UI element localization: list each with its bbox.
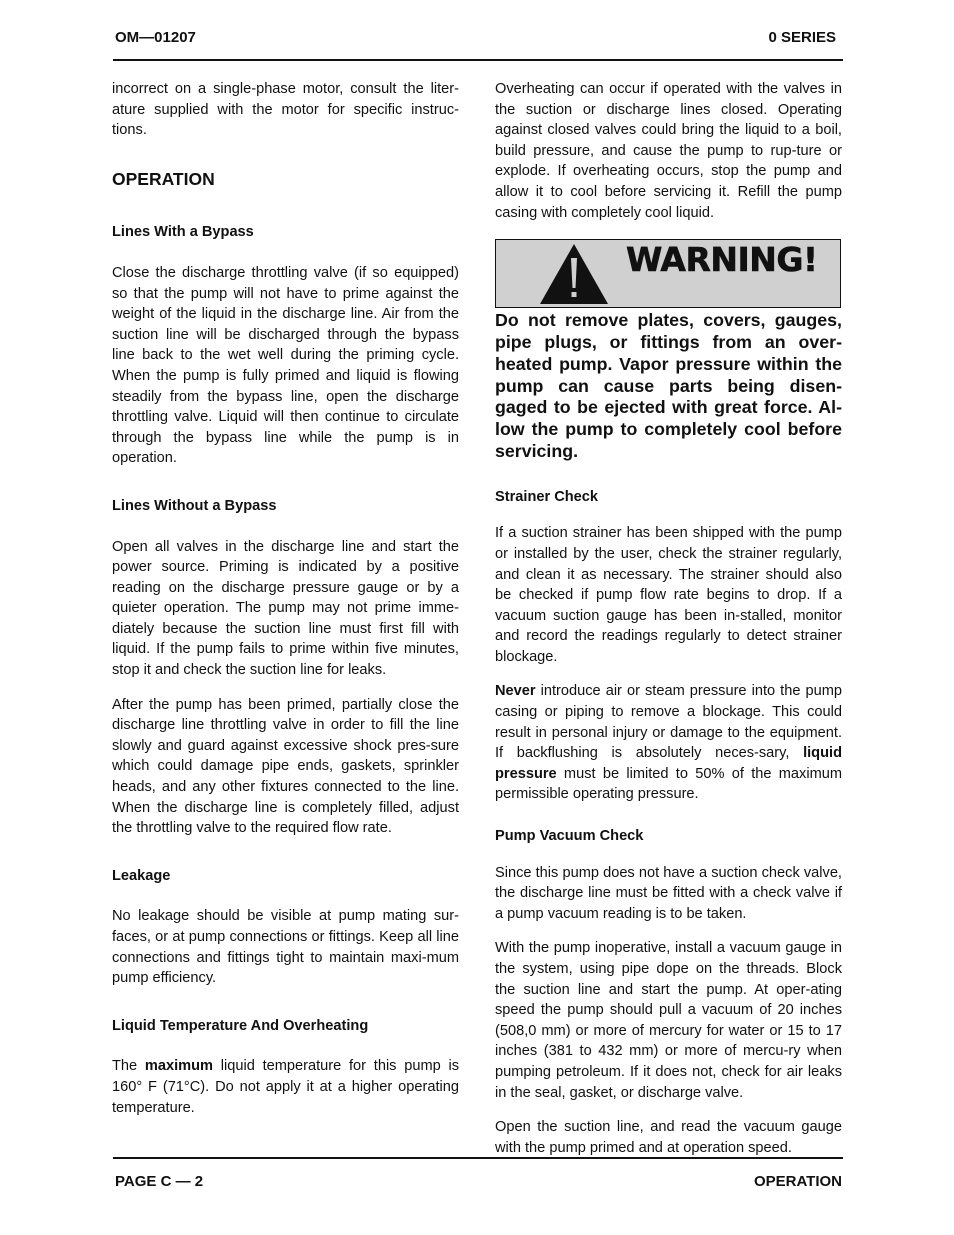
never-text-2: must be limited to 50% of the maximum permissible operating pressure. bbox=[495, 765, 842, 803]
temperature-text-post: liquid temperature for this pump is 160° F (71°C). Do not apply it at a higher operating temperature. bbox=[112, 1058, 460, 1116]
leakage-paragraph: No leakage should be visible at pump mating sur-faces, or at pump connections or fittings. Keep all line connections and fittings tight to maintain maxi-mum pump efficiency. bbox=[112, 908, 459, 987]
left-column bbox=[112, 79, 459, 1118]
vacuum-paragraph-3: Open the suction line, and read the vacuum gauge with the pump primed and at operation speed. bbox=[495, 1119, 842, 1156]
right-column bbox=[495, 79, 842, 1158]
overheat-paragraph: Overheating can occur if operated with the valves in the suction or discharge lines closed. Operating against closed valves could bring the liquid to a boil, build pressure, and cause the pump to rup-ture or explode. If overheating occurs, stop the pump and allow it to cool before servicing it. Refill the pump casing with completely cool liquid. bbox=[495, 81, 842, 221]
vacuum-paragraph-1: Since this pump does not have a suction check valve, the discharge line must be fitted with a check valve if a pump vacuum reading is to be taken. bbox=[495, 864, 842, 922]
temperature-text-pre: The bbox=[112, 1058, 145, 1075]
nobypass-paragraph-2: After the pump has been primed, partially close the discharge line throttling valve in order to fill the line slowly and guard against excessive shock pres-sure which could damage pipe ends, gaskets, sprinkler heads, and any other fixtures connected to the line. When the discharge line is completely filled, adjust the throttling valve to the required flow rate. bbox=[112, 696, 459, 837]
intro-paragraph: incorrect on a single-phase motor, consult the liter-ature supplied with the motor for specific instruc-tions. bbox=[112, 81, 459, 139]
bypass-heading: Lines With a Bypass bbox=[112, 224, 254, 241]
header-rule bbox=[113, 59, 843, 61]
footer-section: OPERATION bbox=[753, 1173, 842, 1190]
bypass-paragraph: Close the discharge throttling valve (if so equipped) so that the pump will not have to prime against the weight of the liquid in the discharge line. Air from the suction line will be discharged through the bypass line back to the wet well during the priming cycle. When the pump is fully primed and liquid is flowing steadily from the bypass line, open the discharge throttling valve. Liquid will then continue to circulate through the bypass line while the pump is in operation. bbox=[112, 264, 459, 467]
strainer-heading: Strainer Check bbox=[495, 488, 599, 505]
leakage-heading: Leakage bbox=[112, 867, 171, 884]
header-doc-number: OM—01207 bbox=[115, 29, 196, 46]
strainer-paragraph: If a suction strainer has been shipped with the pump or installed by the user, check the strainer regularly, and clean it as necessary. The strainer should also be checked if pump flow rate begins to drop. If a vacuum suction gauge has been in-stalled, monitor and record the readings regularly to detect strainer blockage. bbox=[495, 525, 842, 665]
never-text-1: introduce air or steam pressure into the pump casing or piping to remove a blockage. This could result in personal injury or damage to the equipment. If backflushing is absolutely neces-sary, bbox=[495, 683, 842, 762]
warning-banner bbox=[495, 239, 841, 308]
warning-label: WARNING! bbox=[626, 240, 818, 280]
temperature-heading: Liquid Temperature And Overheating bbox=[112, 1017, 369, 1034]
never-paragraph bbox=[495, 681, 842, 805]
footer-rule bbox=[113, 1157, 843, 1159]
operation-heading: OPERATION bbox=[112, 168, 215, 189]
vacuum-paragraph-2: With the pump inoperative, install a vacuum gauge in the system, using pipe dope on the threads. Block the suction line and start the pump. At oper-ating speed the pump should pull a vacuum of 20 inches (508,0 mm) or more of mercury for water or 15 to 17 inches (381 to 432 mm) or more of mercu-ry when pumping petroleum. If it does not, check for air leaks in the seal, gasket, or discharge valve. bbox=[495, 940, 842, 1101]
warning-text: Do not remove plates, covers, gauges, pipe plugs, or fittings from an over-heated pump. Vapor pressure within the pump can cause parts being disen-gaged to be ejected with great force. Al-low the pump to completely cool before servicing. bbox=[495, 310, 842, 461]
vacuum-heading: Pump Vacuum Check bbox=[495, 828, 644, 845]
nobypass-paragraph-1: Open all valves in the discharge line and start the power source. Priming is indicated by a positive reading on the discharge pressure gauge or by a quieter operation. The pump may not prime imme-diately because the suction line must first fill with liquid. If the pump fails to prime within five minutes, stop it and check the suction line for leaks. bbox=[112, 538, 459, 679]
temperature-paragraph bbox=[112, 1056, 459, 1118]
header-series: 0 SERIES bbox=[768, 29, 836, 46]
temperature-maximum-bold: maximum bbox=[144, 1058, 214, 1075]
footer-page-number: PAGE C — 2 bbox=[115, 1173, 204, 1190]
never-bold: Never bbox=[495, 683, 536, 700]
nobypass-heading: Lines Without a Bypass bbox=[112, 497, 277, 514]
liquid-pressure-bold: liquid pressure bbox=[495, 745, 842, 782]
warning-triangle-icon bbox=[538, 242, 610, 306]
